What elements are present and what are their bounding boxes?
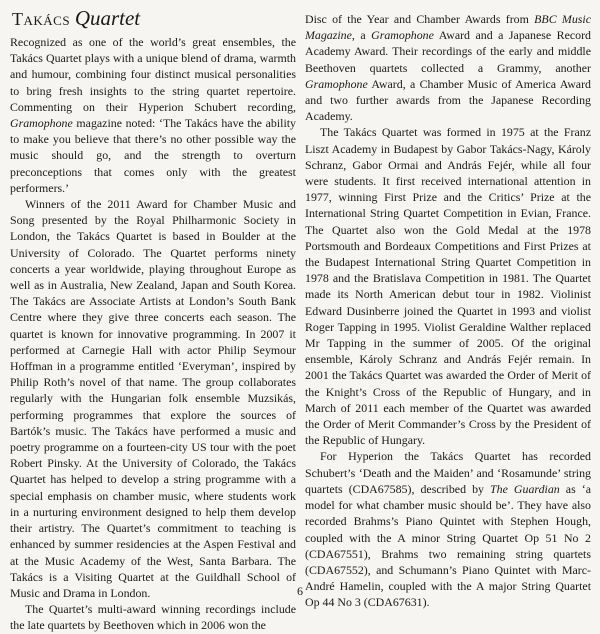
- text-run: Award and a Japanese Record Academy Award. Their recordings of the early and middle Beethoven quartets collected a Grammy, another: [305, 28, 591, 75]
- magazine-name: Gramophone: [10, 116, 73, 131]
- text-run: Disc of the Year and Chamber Awards from: [305, 12, 535, 26]
- text-run: For Hyperion the Takács Quartet has recorded Schubert’s ‘Death and the Maiden’ and ‘Rosamunde’ string quartets (CDA67585), described by: [305, 449, 591, 496]
- page-number: 6: [297, 584, 303, 598]
- left-column: [10, 34, 296, 634]
- text-run: as ‘a model for what chamber music should be’. They have also recorded Brahms’s Piano Quintet with Stephen Hough, coupled with the A minor String Quartet Op 51 No 2 (CDA67551), Brahms two remaining string quartets (CDA67552), and Schumann’s Piano Quintet with Marc-André Hamelin, coupled with the A major String Quartet Op 44 No 3 (CDA67631).: [305, 481, 591, 610]
- right-column: [305, 11, 591, 611]
- paragraph-history: The Takács Quartet was formed in 1975 at the Franz Liszt Academy in Budapest by Gabor Takács-Nagy, Károly Schranz, Gabor Ormai and András Fejér, while all four were students. It first received international attention in 1977, winning First Prize and the Critics’ Prize at the International String Quartet Competition in Evian, France. The Quartet also won the Gold Medal at the 1978 Portsmouth and Bordeaux Competitions and First Prizes at the Budapest International String Quartet Competition in 1978 and the Bratislava Competition in 1981. The Quartet made its North American debut tour in 1982. Violinist Edward Dusinberre joined the Quartet in 1993 and violist Roger Tapping in 1995. Violist Geraldine Walther replaced Mr Tapping in the summer of 2005. Of the original ensemble, Károly Schranz and András Fejér remain. In 2001 the Takács Quartet was awarded the Order of Merit of the Knight’s Cross of the Republic of Hungary, and in March of 2011 each member of the Quartet was awarded the Order of Merit Commander’s Cross by the President of the Republic of Hungary.: [305, 125, 591, 448]
- magazine-name: Gramophone: [305, 76, 368, 91]
- paragraph-awards-activities: Winners of the 2011 Award for Chamber Music and Song presented by the Royal Philharmonic Society in London, the Takács Quartet is based in Boulder at the University of Colorado. The Quartet performs ninety concerts a year worldwide, playing throughout Europe as well as in Australia, New Zealand, Japan and South Korea. The Takács are Associate Artists at London’s South Bank Centre where they give three concerts each season. The quartet is known for innovative programming. In 2007 it performed at Carnegie Hall with actor Philip Seymour Hoffman in a programme entitled ‘Everyman’, inspired by Philip Roth’s novel of that name. The group collaborates regularly with the Hungarian folk ensemble Muzsikás, performing programmes that explore the sources of Bartók’s music. The Takács have performed a music and poetry programme on a fourteen-city US tour with the poet Robert Pinsky. At the University of Colorado, the Takács Quartet has helped to develop a string programme with a special emphasis on chamber music, where students work in a nurturing environment designed to help them develop their artistry. The Quartet’s commitment to teaching is enhanced by summer residencies at the Aspen Festival and at the Music Academy of the West, Santa Barbara. The Takács is a Visiting Quartet at the Guildhall School of Music and Drama in London.: [10, 197, 296, 600]
- paragraph-recordings-continued: [305, 11, 591, 124]
- title-name: Takács: [12, 9, 71, 29]
- page-title: [12, 6, 140, 32]
- text-run: Award, a Chamber Music of America Award and two further awards from the Japanese Recording Academy.: [305, 76, 591, 124]
- title-italic-word: Quartet: [74, 6, 141, 30]
- newspaper-name: The Guardian: [490, 481, 560, 496]
- text-run: magazine noted: ‘The Takács have the ability to make you believe that there’s no other possible way the music should go, and the strength to overturn preconceptions that comes only with the greatest performers.’: [10, 116, 296, 195]
- magazine-name: BBC Music Magazine: [305, 12, 591, 43]
- text-run: , a: [351, 28, 372, 43]
- magazine-name: Gramophone: [371, 28, 434, 43]
- text-run: Recognized as one of the world’s great ensembles, the Takács Quartet plays with a unique blend of drama, warmth and humour, combining four distinct musical personalities to bring fresh insights to the string quartet repertoire. Commenting on their Hyperion Schubert recording,: [10, 35, 296, 114]
- paragraph-recordings: The Quartet’s multi-award winning recordings include the late quartets by Beethoven which in 2006 won the: [10, 602, 296, 633]
- paragraph-recognition: [10, 34, 296, 196]
